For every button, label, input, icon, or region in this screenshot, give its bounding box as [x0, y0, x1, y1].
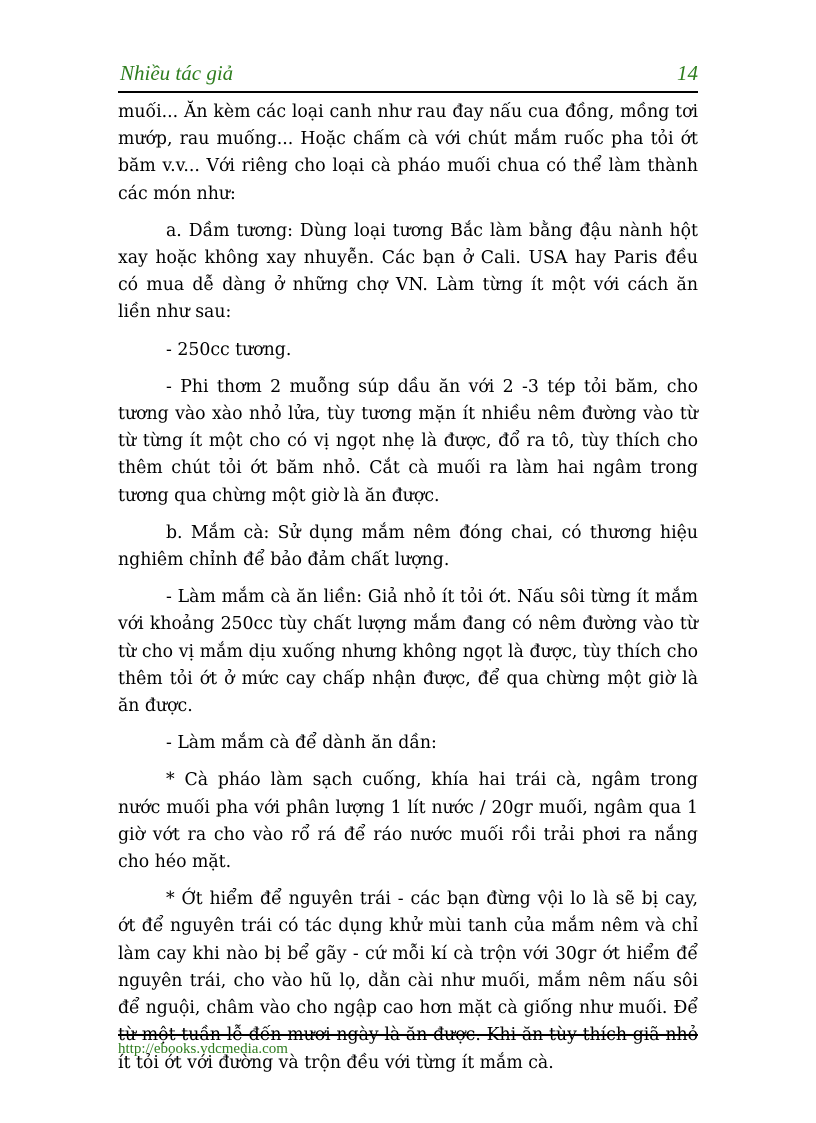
paragraph: a. Dầm tương: Dùng loại tương Bắc làm bằng đậu nành hột xay hoặc không xay nhuyễn. Các bạn ở Cali. USA hay Paris đều có mua dễ dàng ở những chợ VN. Làm từng ít một với cách ăn liền như sau: [118, 220, 698, 323]
footer-url-link[interactable]: http://ebooks.vdcmedia.com [118, 1041, 288, 1057]
page-number: 14 [677, 61, 698, 85]
paragraph: - Phi thơm 2 muỗng súp dầu ăn với 2 -3 tép tỏi băm, cho tương vào xào nhỏ lửa, tùy tương mặn ít nhiều nêm đường vào từ từ từng ít một cho có vị ngọt nhẹ là được, đổ ra tô, tùy thích cho thêm chút tỏi ớt băm nhỏ. Cắt cà muối ra làm hai ngâm trong tương qua chừng một giờ là ăn được. [118, 376, 698, 506]
header-author: Nhiều tác giả [120, 61, 234, 85]
footer-divider [118, 1034, 698, 1036]
paragraph: * Cà pháo làm sạch cuống, khía hai trái cà, ngâm trong nước muối pha với phân lượng 1 lít nước / 20gr muối, ngâm qua 1 giờ vớt ra cho vào rổ rá để ráo nước muối rồi trải phơi ra nắng cho héo mặt. [118, 770, 698, 873]
page-header [118, 59, 698, 93]
paragraph: - Làm mắm cà để dành ăn dần: [166, 733, 437, 754]
paragraph: muối... Ăn kèm các loại canh như rau đay nấu cua đồng, mồng tơi mướp, rau muống... Hoặc chấm cà với chút mắm ruốc pha tỏi ớt băm v.v... Với riêng cho loại cà pháo muối chua có thể làm thành các món như: [118, 102, 698, 204]
paragraph: b. Mắm cà: Sử dụng mắm nêm đóng chai, có thương hiệu nghiêm chỉnh để bảo đảm chất lượng. [118, 522, 698, 571]
paragraph: * Ớt hiểm để nguyên trái - các bạn đừng vội lo là sẽ bị cay, ớt để nguyên trái có tác dụng khử mùi tanh của mắm nêm và chỉ làm cay khi nào bị bể gãy - cứ mỗi kí cà trộn với 30gr ớt hiểm để nguyên trái, cho vào hũ lọ, dằn cài như muối, mắm nêm nấu sôi để nguội, châm vào cho ngập cao hơn mặt cà giống như muối. Để từ một tuần lễ đến mươi ngày là ăn được. Khi ăn tùy thích giã nhỏ ít tỏi ớt với đường và trộn đều với từng ít mắm cà. [118, 889, 698, 1073]
body-text [118, 99, 698, 1087]
paragraph: - Làm mắm cà ăn liền: Giả nhỏ ít tỏi ớt. Nấu sôi từng ít mắm với khoảng 250cc tùy chất lượng mắm đang có nêm đường vào từ từ cho vị mắm dịu xuống nhưng không ngọt là được, tùy thích cho thêm tỏi ớt ở mức cay chấp nhận được, để qua chừng một giờ là ăn được. [118, 587, 698, 717]
paragraph: - 250cc tương. [166, 339, 292, 360]
